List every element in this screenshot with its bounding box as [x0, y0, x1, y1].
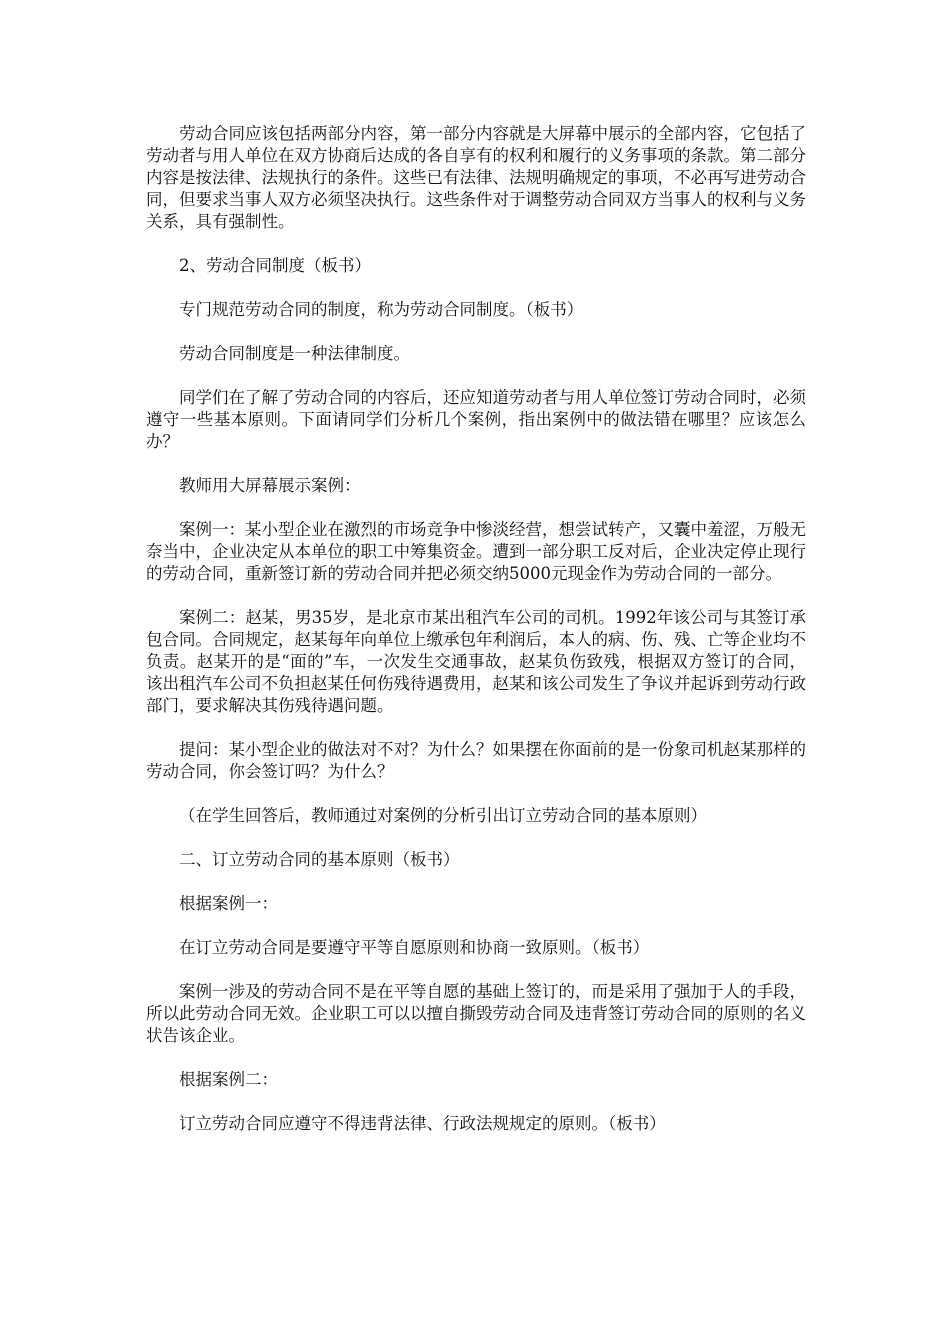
document-page [146, 123, 806, 1157]
paragraph-question: 提问：某小型企业的做法对不对？为什么？如果摆在你面前的是一份象司机赵某那样的劳动合同，你会签订吗？为什么？ [146, 740, 806, 781]
paragraph-contract-content: 劳动合同应该包括两部分内容，第一部分内容就是大屏幕中展示的全部内容，它包括了劳动者与用人单位在双方协商后达成的各自享有的权利和履行的义务事项的条款。第二部分内容是按法律、法规执行的条件。这些已有法律、法规明确规定的事项，不必再写进劳动合同，但要求当事人双方必须坚决执行。这些条件对于调整劳动合同双方当事人的权利与义务关系，具有强制性。 [146, 124, 806, 231]
paragraph-teacher-note: （在学生回答后，教师通过对案例的分析引出订立劳动合同的基本原则） [179, 806, 707, 825]
heading-contract-system: 2、劳动合同制度（板书） [179, 256, 371, 275]
paragraph-per-case-two: 根据案例二： [179, 1070, 278, 1089]
paragraph-principles-intro: 同学们在了解了劳动合同的内容后，还应知道劳动者与用人单位签订劳动合同时，必须遵守一些基本原则。下面请同学们分析几个案例，指出案例中的做法错在哪里？应该怎么办？ [146, 388, 806, 451]
heading-basic-principles: 二、订立劳动合同的基本原则（板书） [179, 850, 460, 869]
paragraph-system-definition: 专门规范劳动合同的制度，称为劳动合同制度。（板书） [179, 300, 584, 319]
paragraph-legality-principle: 订立劳动合同应遵守不得违背法律、行政法规规定的原则。（板书） [179, 1114, 666, 1133]
paragraph-equality-principle: 在订立劳动合同是要遵守平等自愿原则和协商一致原则。（板书） [179, 938, 650, 957]
paragraph-case-one: 案例一：某小型企业在激烈的市场竞争中惨淡经营，想尝试转产，又囊中羞涩，万般无奈当中，企业决定从本单位的职工中筹集资金。遭到一部分职工反对后，企业决定停止现行的劳动合同，重新签订新的劳动合同并把必须交纳5000元现金作为劳动合同的一部分。 [146, 520, 806, 583]
paragraph-case-one-analysis: 案例一涉及的劳动合同不是在平等自愿的基础上签订的，而是采用了强加于人的手段，所以此劳动合同无效。企业职工可以以擅自撕毁劳动合同及违背签订劳动合同的原则的名义状告该企业。 [146, 982, 806, 1045]
paragraph-teacher-display: 教师用大屏幕展示案例： [179, 476, 361, 495]
paragraph-case-two: 案例二：赵某，男35岁，是北京市某出租汽车公司的司机。1992年该公司与其签订承包合同。合同规定，赵某每年向单位上缴承包年利润后，本人的病、伤、残、亡等企业均不负责。赵某开的是“面的”车，一次发生交通事故，赵某负伤致残，根据双方签订的合同，该出租汽车公司不负担赵某任何伤残待遇费用，赵某和该公司发生了争议并起诉到劳动行政部门，要求解决其伤残待遇问题。 [146, 608, 806, 715]
paragraph-legal-system: 劳动合同制度是一种法律制度。 [179, 344, 410, 363]
paragraph-per-case-one: 根据案例一： [179, 894, 278, 913]
